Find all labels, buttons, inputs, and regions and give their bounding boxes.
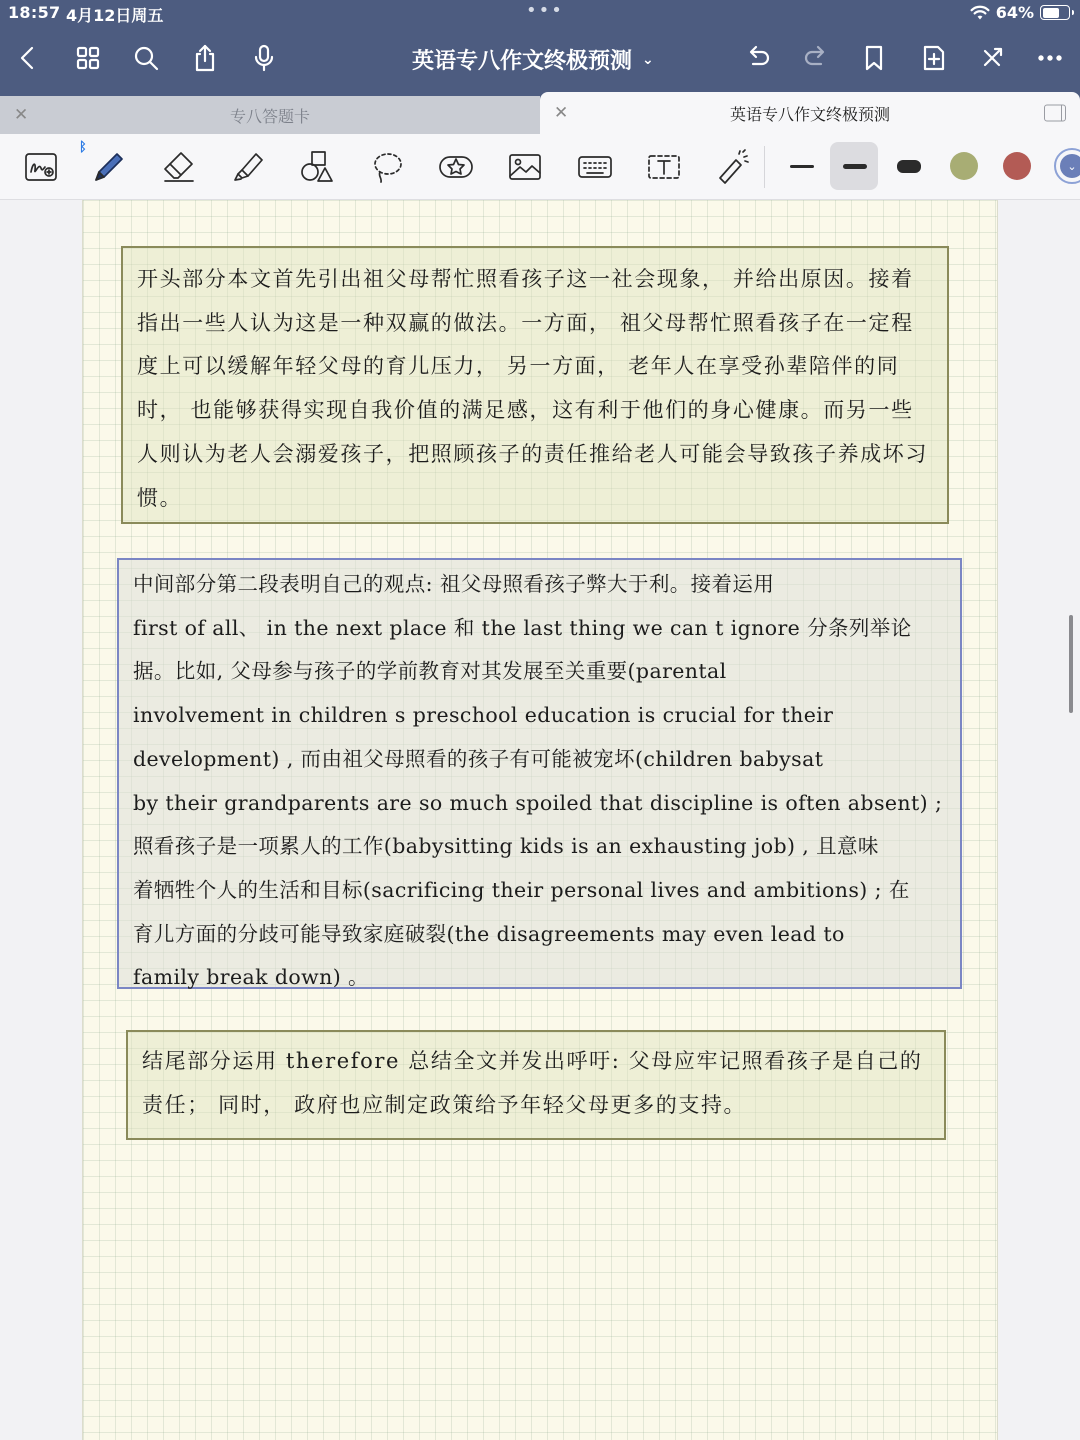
text-tool[interactable] xyxy=(639,144,689,190)
mic-icon xyxy=(249,43,279,73)
undo-icon xyxy=(743,43,773,73)
note-text-body xyxy=(133,563,946,1000)
back-button[interactable] xyxy=(10,40,46,76)
undo-button[interactable] xyxy=(740,40,776,76)
image-tool[interactable] xyxy=(500,144,550,190)
add-page-icon xyxy=(919,43,949,73)
note-box-body[interactable] xyxy=(117,558,962,989)
body-line: 中间部分第二段表明自己的观点: 祖父母照看孩子弊大于利。接着运用 xyxy=(133,572,775,596)
more-icon xyxy=(1035,43,1065,73)
sticker-icon xyxy=(437,148,475,186)
handwriting-to-text-button[interactable] xyxy=(16,144,66,190)
share-icon xyxy=(190,43,220,73)
vertical-scrollbar[interactable] xyxy=(1069,615,1073,713)
body-line: 着牺牲个人的生活和目标(sacrificing their personal lives and ambitions) ; 在 xyxy=(133,877,910,902)
note-box-introduction[interactable] xyxy=(121,246,949,524)
body-line: 照看孩子是一项累人的工作(babysitting kids is an exhausting job) , 且意味 xyxy=(133,834,879,859)
body-line: 育儿方面的分歧可能导致家庭破裂(the disagreements may even lead to xyxy=(133,921,845,946)
eraser-icon xyxy=(160,148,198,186)
keyboard-icon xyxy=(576,148,614,186)
share-button[interactable] xyxy=(187,40,223,76)
top-bar xyxy=(0,0,1080,94)
grid-button[interactable] xyxy=(70,40,106,76)
body-line: involvement in children s preschool education is crucial for their xyxy=(133,703,834,728)
tool-divider xyxy=(764,146,765,188)
more-button[interactable] xyxy=(1032,40,1068,76)
document-title-menu[interactable] xyxy=(412,44,654,75)
body-line: by their grandparents are so much spoiled that discipline is often absent) ; xyxy=(133,790,943,815)
tab-strip xyxy=(0,94,1080,134)
close-icon xyxy=(977,43,1007,73)
multitasking-dots-icon[interactable]: ••• xyxy=(526,0,564,21)
tab-answer-sheet[interactable] xyxy=(0,96,540,134)
mic-button[interactable] xyxy=(246,40,282,76)
chevron-down-icon: ⌄ xyxy=(642,51,654,68)
bluetooth-icon: ᛒ xyxy=(79,140,87,155)
body-line: first of all、 in the next place 和 the last thing we can t ignore 分条列举论 xyxy=(133,615,912,640)
laser-pointer-tool[interactable] xyxy=(708,144,758,190)
tab-essay-prediction[interactable] xyxy=(540,92,1080,134)
handwriting-to-text-icon xyxy=(22,148,60,186)
highlighter-icon xyxy=(230,148,268,186)
tab-label: 英语专八作文终极预测 xyxy=(729,104,890,124)
chevron-down-icon: ⌄ xyxy=(1060,154,1080,178)
search-button[interactable] xyxy=(128,40,164,76)
redo-button[interactable] xyxy=(798,40,834,76)
lasso-icon xyxy=(368,148,406,186)
keyboard-tool[interactable] xyxy=(570,144,620,190)
battery-icon xyxy=(1040,5,1070,20)
text-icon xyxy=(645,148,683,186)
tab-close-icon[interactable]: ✕ xyxy=(554,103,569,123)
status-date: 4月12日周五 xyxy=(66,6,164,25)
document-title: 英语专八作文终极预测 xyxy=(412,49,633,74)
laser-pointer-icon xyxy=(714,148,752,186)
redo-icon xyxy=(801,43,831,73)
tool-bar xyxy=(0,134,1080,200)
status-time: 18:57 xyxy=(8,3,61,22)
tab-close-icon[interactable]: ✕ xyxy=(14,105,29,125)
add-page-button[interactable] xyxy=(916,40,952,76)
note-text-introduction: 开头部分本文首先引出祖父母帮忙照看孩子这一社会现象， 并给出原因。接着指出一些人认为这是一种双赢的做法。一方面， 祖父母帮忙照看孩子在一定程度上可以缓解年轻父母的育儿压力， 另一方面， 老年人在享受孙辈陪伴的同时， 也能够获得实现自我价值的满足感，这有利于他们的身心健康。而另一些人则认为老人会溺爱孩子，把照顾孩子的责任推给老人可能会导致孩子养成坏习惯。 xyxy=(137,267,928,510)
sticker-tool[interactable] xyxy=(431,144,481,190)
highlighter-tool[interactable] xyxy=(224,144,274,190)
tab-label: 专八答题卡 xyxy=(229,106,310,126)
color-blue-swatch-selected[interactable] xyxy=(1054,148,1080,184)
body-line: 据。比如, 父母参与孩子的学前教育对其发展至关重要(parental xyxy=(133,659,727,684)
image-icon xyxy=(506,148,544,186)
grid-icon xyxy=(73,43,103,73)
close-button[interactable] xyxy=(974,40,1010,76)
pen-tool[interactable] xyxy=(84,144,134,190)
split-view-icon[interactable] xyxy=(1044,105,1066,122)
pen-icon xyxy=(90,148,128,186)
note-text-conclusion: 结尾部分运用 therefore 总结全文并发出呼吁: 父母应牢记照看孩子是自己的责任； 同时， 政府也应制定政策给予年轻父母更多的支持。 xyxy=(142,1049,923,1117)
battery-percent: 64% xyxy=(995,3,1034,22)
color-olive-swatch[interactable] xyxy=(950,152,978,180)
bookmark-icon xyxy=(859,43,889,73)
stroke-thin-option[interactable] xyxy=(790,165,814,168)
body-line: development) , 而由祖父母照看的孩子有可能被宠坏(children babysat xyxy=(133,746,824,771)
color-red-swatch[interactable] xyxy=(1003,152,1031,180)
shapes-tool[interactable] xyxy=(292,144,342,190)
search-icon xyxy=(131,43,161,73)
lasso-tool[interactable] xyxy=(362,144,412,190)
stroke-medium-line xyxy=(843,164,867,169)
eraser-tool[interactable] xyxy=(154,144,204,190)
note-box-conclusion[interactable] xyxy=(126,1030,946,1140)
wifi-icon xyxy=(970,5,990,21)
shapes-icon xyxy=(298,148,336,186)
status-right xyxy=(970,3,1070,22)
stroke-thick-option[interactable] xyxy=(897,160,921,173)
battery-fill xyxy=(1043,8,1059,18)
bookmark-button[interactable] xyxy=(856,40,892,76)
back-icon xyxy=(13,43,43,73)
body-line: family break down) 。 xyxy=(133,965,369,990)
